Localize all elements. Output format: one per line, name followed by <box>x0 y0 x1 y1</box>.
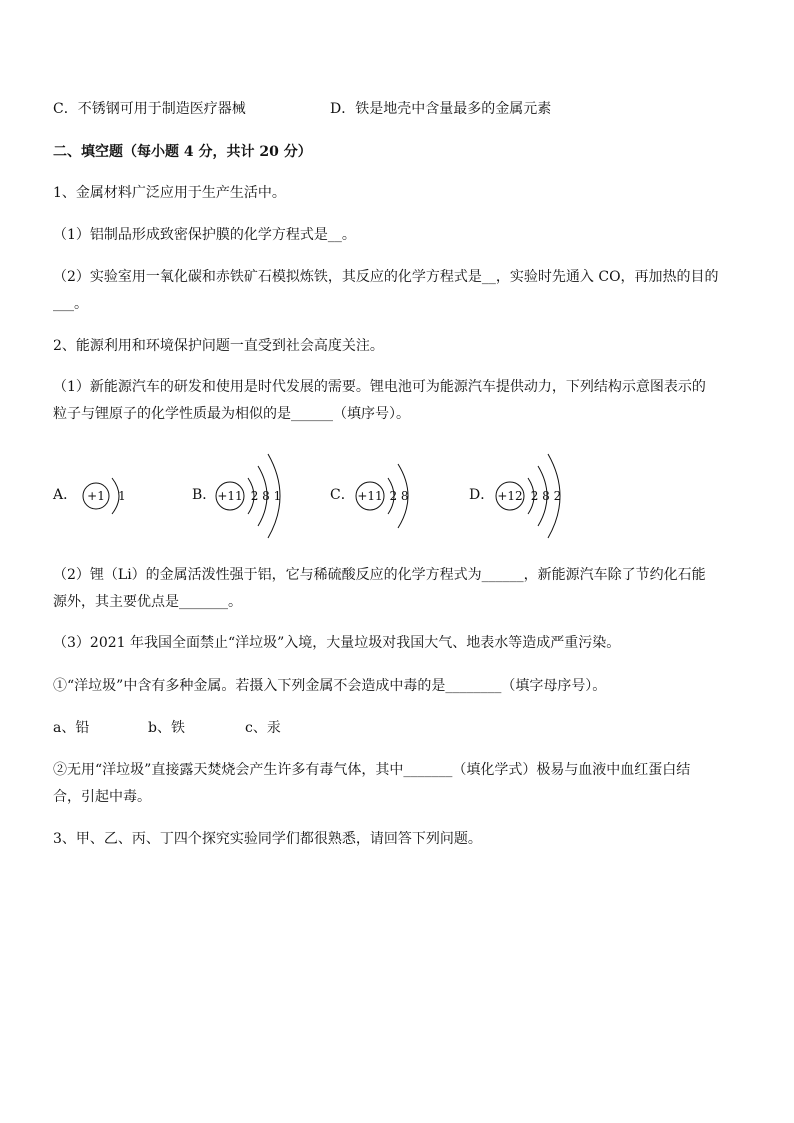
q1-part2-line2: ___。 <box>53 296 88 312</box>
nucleus-charge: +11 <box>217 489 243 503</box>
diagram-c-atom <box>354 458 424 534</box>
electron-counts: 2 8 1 <box>250 489 282 503</box>
nucleus-charge: +1 <box>87 489 105 503</box>
diagram-b-label: B． <box>192 487 217 503</box>
q2-stem: 2、能源利用和环境保护问题一直受到社会高度关注。 <box>53 338 384 354</box>
sub1-option-c: c、汞 <box>245 720 281 736</box>
q2-sub1: ①“洋垃圾”中含有多种金属。若摄入下列金属不会造成中毒的是________（填字母序号）。 <box>53 678 607 694</box>
electron-counts: 2 8 <box>389 489 409 503</box>
diagram-a-label: A． <box>53 487 78 503</box>
q2-sub2-line1: ②无用“洋垃圾”直接露天焚烧会产生许多有毒气体，其中_______（填化学式）极易与血液中血红蛋白结 <box>53 762 691 778</box>
q2-part2-line1: （2）锂（Li）的金属活泼性强于铝，它与稀硫酸反应的化学方程式为______，新能源汽车除了节约化石能 <box>53 567 706 583</box>
q1-part1: （1）铝制品形成致密保护膜的化学方程式是__。 <box>53 227 356 243</box>
electron-count: 1 <box>118 489 126 503</box>
nucleus-charge: +11 <box>357 489 383 503</box>
sub1-option-a: a、铅 <box>53 720 90 736</box>
q2-sub2-line2: 合，引起中毒。 <box>53 789 151 805</box>
q2-part3: （3）2021 年我国全面禁止“洋垃圾”入境，大量垃圾对我国大气、地表水等造成严重污染。 <box>53 635 621 651</box>
diagram-d-atom <box>494 452 574 540</box>
q1-part2-line1: （2）实验室用一氧化碳和赤铁矿石模拟炼铁，其反应的化学方程式是__，实验时先通入 CO，再加热的目的 <box>53 269 719 285</box>
q3-stem: 3、甲、乙、丙、丁四个探究实验同学们都很熟悉，请回答下列问题。 <box>53 831 482 847</box>
sub1-option-b: b、铁 <box>148 720 185 736</box>
diagram-b-atom <box>214 452 294 540</box>
option-d: D．铁是地壳中含量最多的金属元素 <box>330 101 552 117</box>
q2-part1-line2: 粒子与锂原子的化学性质最为相似的是______（填序号）。 <box>53 406 410 422</box>
section-heading: 二、填空题（每小题 4 分，共计 20 分） <box>53 144 312 160</box>
q2-part2-line2: 源外，其主要优点是_______。 <box>53 594 242 610</box>
nucleus-charge: +12 <box>497 489 523 503</box>
q2-part1-line1: （1）新能源汽车的研发和使用是时代发展的需要。锂电池可为能源汽车提供动力，下列结构示意图表示的 <box>53 379 706 395</box>
electron-counts: 2 8 2 <box>530 489 562 503</box>
diagram-a-atom <box>78 470 138 522</box>
option-c: C．不锈钢可用于制造医疗器械 <box>53 101 246 117</box>
diagram-c-label: C． <box>330 487 355 503</box>
diagram-d-label: D． <box>469 487 495 503</box>
q1-stem: 1、金属材料广泛应用于生产生活中。 <box>53 185 286 201</box>
